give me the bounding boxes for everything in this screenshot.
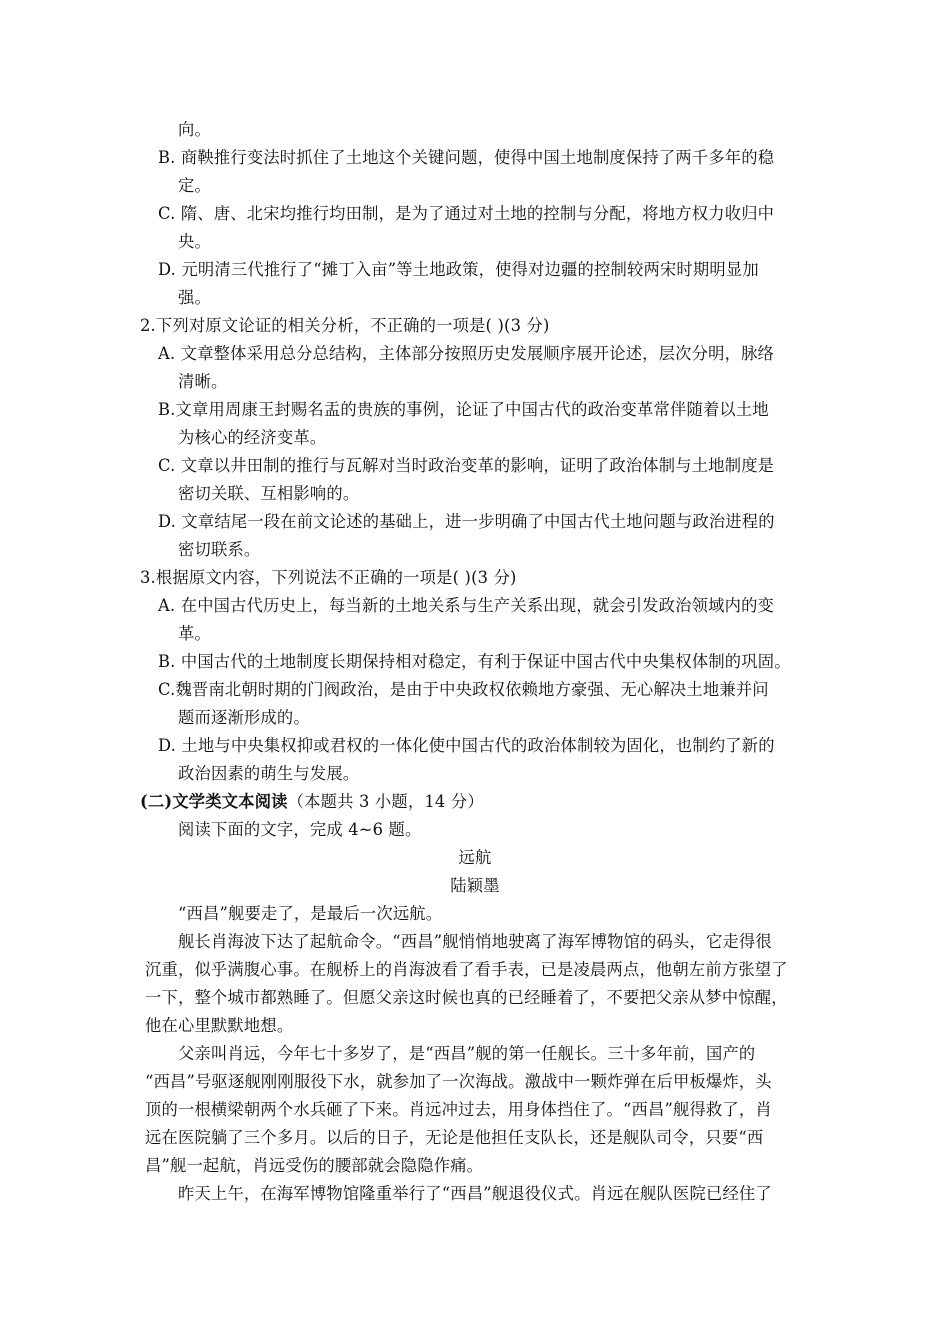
section-heading [140, 788, 484, 816]
story-paragraph-3-line2: “西昌”号驱逐舰刚刚服役下水，就参加了一次海战。激战中一颗炸弹在后甲板爆炸，头 [145, 1072, 772, 1091]
q1-option-b-line1: B. 商鞅推行变法时抓住了土地这个关键问题，使得中国土地制度保持了两千多年的稳 [158, 148, 775, 167]
section-heading-title: (二)文学类文本阅读 [140, 792, 288, 811]
q3-option-c-line2: 题而逐渐形成的。 [178, 708, 310, 727]
q3-option-a-line1: A. 在中国古代历史上，每当新的土地关系与生产关系出现，就会引发政治领域内的变 [158, 596, 775, 615]
section-heading-note: （本题共 3 小题，14 分） [287, 792, 484, 811]
q2-option-d-line2: 密切联系。 [178, 540, 261, 559]
story-paragraph-2-line4: 他在心里默默地想。 [145, 1016, 294, 1035]
q3-option-c-line1: C.魏晋南北朝时期的门阀政治，是由于中央政权依赖地方豪强、无心解决土地兼并问 [158, 680, 769, 699]
q1-option-b-line2: 定。 [178, 176, 211, 195]
q1-option-d-line2: 强。 [178, 288, 211, 307]
q1-option-a-tail: 向。 [178, 120, 211, 139]
q3-option-b-line1: B. 中国古代的土地制度长期保持相对稳定，有利于保证中国古代中央集权体制的巩固。 [158, 652, 791, 671]
story-paragraph-3-line3: 顶的一根横梁朝两个水兵砸了下来。肖远冲过去，用身体挡住了。“西昌”舰得救了，肖 [145, 1100, 772, 1119]
story-title: 远航 [458, 848, 492, 867]
q3-option-a-line2: 革。 [178, 624, 211, 643]
q3-stem: 3.根据原文内容，下列说法不正确的一项是( )(3 分) [140, 568, 517, 587]
q2-option-a-line2: 清晰。 [178, 372, 228, 391]
story-paragraph-1: “西昌”舰要走了，是最后一次远航。 [178, 904, 443, 923]
story-paragraph-2-line2: 沉重，似乎满腹心事。在舰桥上的肖海波看了看手表，已是凌晨两点，他朝左前方张望了 [145, 960, 788, 979]
story-paragraph-2-line3: 一下，整个城市都熟睡了。但愿父亲这时候也真的已经睡着了，不要把父亲从梦中惊醒， [145, 988, 788, 1007]
story-author: 陆颖墨 [450, 876, 500, 895]
q3-option-d-line1: D. 土地与中央集权抑或君权的一体化使中国古代的政治体制较为固化，也制约了新的 [158, 736, 775, 755]
q2-option-b-line1: B.文章用周康王封赐名盂的贵族的事例，论证了中国古代的政治变革常伴随着以土地 [158, 400, 769, 419]
q1-option-d-line1: D. 元明清三代推行了“摊丁入亩”等土地政策，使得对边疆的控制较两宋时期明显加 [158, 260, 759, 279]
reading-instruction: 阅读下面的文字，完成 4~6 题。 [178, 820, 422, 839]
q3-option-d-line2: 政治因素的萌生与发展。 [178, 764, 360, 783]
q2-option-c-line2: 密切关联、互相影响的。 [178, 484, 360, 503]
q2-stem: 2.下列对原文论证的相关分析，不正确的一项是( )(3 分) [140, 316, 550, 335]
story-paragraph-4-line1: 昨天上午，在海军博物馆隆重举行了“西昌”舰退役仪式。肖远在舰队医院已经住了 [178, 1184, 772, 1203]
q2-option-b-line2: 为核心的经济变革。 [178, 428, 327, 447]
q2-option-d-line1: D. 文章结尾一段在前文论述的基础上，进一步明确了中国古代土地问题与政治进程的 [158, 512, 775, 531]
story-paragraph-3-line1: 父亲叫肖远，今年七十多岁了，是“西昌”舰的第一任舰长。三十多年前，国产的 [178, 1044, 756, 1063]
q2-option-a-line1: A. 文章整体采用总分总结构，主体部分按照历史发展顺序展开论述，层次分明，脉络 [158, 344, 775, 363]
story-paragraph-3-line5: 昌”舰一起航，肖远受伤的腰部就会隐隐作痛。 [145, 1156, 484, 1175]
story-paragraph-2-line1: 舰长肖海波下达了起航命令。“西昌”舰悄悄地驶离了海军博物馆的码头，它走得很 [178, 932, 772, 951]
q1-option-c-line2: 央。 [178, 232, 211, 251]
story-paragraph-3-line4: 远在医院躺了三个多月。以后的日子，无论是他担任支队长，还是舰队司令，只要“西 [145, 1128, 764, 1147]
q1-option-c-line1: C. 隋、唐、北宋均推行均田制，是为了通过对土地的控制与分配，将地方权力收归中 [158, 204, 775, 223]
q2-option-c-line1: C. 文章以井田制的推行与瓦解对当时政治变革的影响，证明了政治体制与土地制度是 [158, 456, 775, 475]
